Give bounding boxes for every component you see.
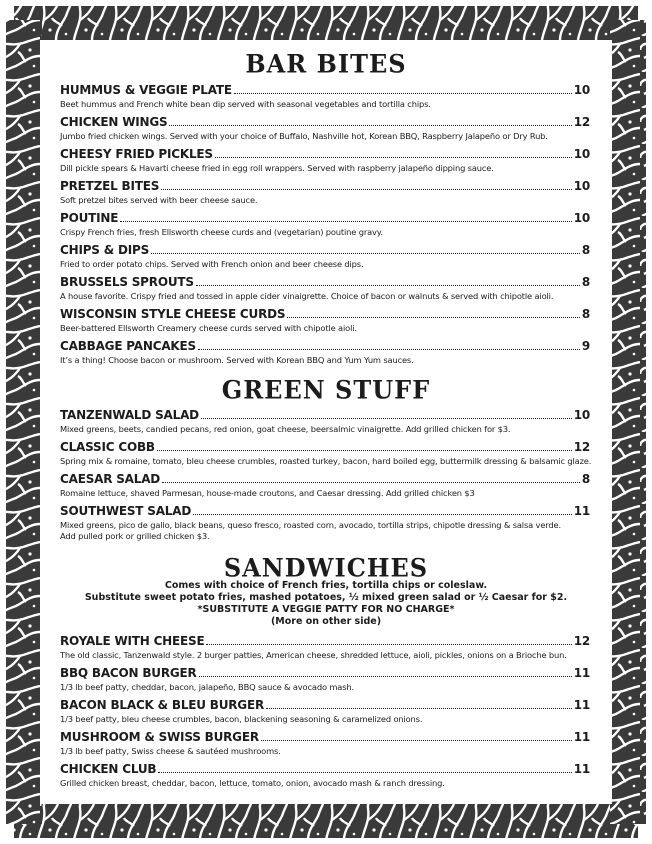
- menu-item: [60, 504, 590, 542]
- item-description: Beet hummus and French white bean dip served with seasonal vegetables and tortilla chips.: [60, 99, 431, 109]
- item-description: Jumbo fried chicken wings. Served with your choice of Buffalo, Nashville hot, Korean BBQ, Raspberry Jalapeño or Dry Rub.: [60, 131, 548, 141]
- section-title: BAR BITES: [245, 48, 407, 79]
- leader-dots: [287, 316, 580, 318]
- leader-dots: [161, 188, 572, 190]
- sandwich-note: (More on other side): [270, 616, 382, 627]
- menu-item: [60, 730, 590, 757]
- leader-dots: [206, 643, 571, 645]
- item-price: 11: [573, 762, 590, 776]
- item-description: Beer-battered Ellsworth Creamery cheese curds served with chipotle aioli.: [60, 323, 357, 333]
- leader-dots: [151, 252, 580, 254]
- item-name: HUMMUS & VEGGIE PLATE: [60, 83, 232, 97]
- item-name: BRUSSELS SPROUTS: [60, 275, 194, 289]
- item-name: TANZENWALD SALAD: [60, 408, 199, 422]
- item-description: Fried to order potato chips. Served with French onion and beer cheese dips.: [60, 259, 364, 269]
- item-description: It’s a thing! Choose bacon or mushroom. Served with Korean BBQ and Yum Yum sauces.: [60, 355, 414, 365]
- item-name: SOUTHWEST SALAD: [60, 504, 192, 518]
- item-price: 8: [581, 243, 590, 257]
- item-price: 10: [573, 408, 590, 422]
- item-name: POUTINE: [60, 211, 119, 225]
- item-name: MUSHROOM & SWISS BURGER: [60, 730, 259, 744]
- leader-dots: [158, 771, 571, 773]
- item-description: The old classic, Tanzenwald style. 2 burger patties, American cheese, shredded lettuce, aioli, pickles, onions on a Brioche bun.: [60, 650, 567, 660]
- item-description: A house favorite. Crispy fried and tossed in apple cider vinaigrette. Choice of bacon or walnuts & served with chipotle aioli.: [60, 291, 554, 301]
- leader-dots: [196, 284, 580, 286]
- item-name: BACON BLACK & BLEU BURGER: [60, 698, 264, 712]
- leader-dots: [234, 92, 572, 94]
- item-price: 11: [573, 698, 590, 712]
- bar-bites-section: [40, 50, 612, 78]
- item-name: WISCONSIN STYLE CHEESE CURDS: [60, 307, 286, 321]
- menu-item: [60, 243, 590, 270]
- leader-dots: [261, 739, 572, 741]
- item-description: Soft pretzel bites served with beer cheese sauce.: [60, 195, 258, 205]
- item-price: 10: [573, 147, 590, 161]
- item-description: Mixed greens, pico de gallo, black beans, queso fresco, roasted corn, avocado, tortilla strips, chipotle dressing & salsa verde.: [60, 520, 561, 530]
- section-title: GREEN STUFF: [221, 374, 431, 405]
- item-price: 9: [581, 339, 590, 353]
- menu-item: [60, 179, 590, 206]
- leader-dots: [193, 513, 572, 515]
- menu-item: [60, 339, 590, 366]
- section-title: SANDWICHES: [223, 552, 429, 583]
- item-description: Romaine lettuce, shaved Parmesan, house-made croutons, and Caesar dressing. Add grilled chicken $3: [60, 488, 475, 498]
- sandwich-note: Substitute sweet potato fries, mashed potatoes, ½ mixed green salad or ½ Caesar for $2.: [84, 592, 568, 603]
- item-name: CHICKEN CLUB: [60, 762, 157, 776]
- menu-item: [60, 307, 590, 334]
- menu-item: [60, 634, 590, 661]
- sandwiches-section: [40, 554, 612, 582]
- leader-dots: [120, 220, 571, 222]
- item-name: CHICKEN WINGS: [60, 115, 168, 129]
- leader-dots: [162, 481, 580, 483]
- item-name: CHEESY FRIED PICKLES: [60, 147, 213, 161]
- menu-item: [60, 147, 590, 174]
- item-description: Crispy French fries, fresh Ellsworth cheese curds and (vegetarian) poutine gravy.: [60, 227, 383, 237]
- item-price: 8: [581, 307, 590, 321]
- leader-dots: [169, 124, 571, 126]
- menu-item: [60, 762, 590, 789]
- item-name: CHIPS & DIPS: [60, 243, 150, 257]
- leader-dots: [199, 675, 572, 677]
- menu-item: [60, 666, 590, 693]
- item-name: PRETZEL BITES: [60, 179, 160, 193]
- item-description: 1/3 lb beef patty, cheddar, bacon, jalapeño, BBQ sauce & avocado mash.: [60, 682, 354, 692]
- item-price: 11: [573, 730, 590, 744]
- sandwich-note: Comes with choice of French fries, tortilla chips or coleslaw.: [164, 580, 488, 591]
- item-description: 1/3 lb beef patty, Swiss cheese & sautéed mushrooms.: [60, 746, 281, 756]
- item-price: 10: [573, 211, 590, 225]
- green-stuff-section: [40, 376, 612, 404]
- item-description: 1/3 beef patty, bleu cheese crumbles, bacon, blackening seasoning & caramelized onions.: [60, 714, 423, 724]
- item-price: 8: [581, 275, 590, 289]
- item-description: Grilled chicken breast, cheddar, bacon, lettuce, tomato, onion, avocado mash & ranch dressing.: [60, 778, 445, 788]
- item-price: 12: [573, 440, 590, 454]
- item-price: 10: [573, 83, 590, 97]
- item-name: CABBAGE PANCAKES: [60, 339, 196, 353]
- item-description: Dill pickle spears & Havarti cheese fried in egg roll wrappers. Served with raspberry jalapeño dipping sauce.: [60, 163, 494, 173]
- item-name: CLASSIC COBB: [60, 440, 155, 454]
- menu-item: [60, 275, 590, 302]
- item-name: BBQ BACON BURGER: [60, 666, 197, 680]
- menu-item: [60, 115, 590, 142]
- item-price: 12: [573, 115, 590, 129]
- menu-page: [40, 40, 612, 804]
- leader-dots: [198, 348, 580, 350]
- menu-item: [60, 440, 590, 467]
- sandwich-note: *SUBSTITUTE A VEGGIE PATTY FOR NO CHARGE*: [197, 604, 455, 615]
- item-description: Mixed greens, beets, candied pecans, red onion, goat cheese, beersalmic vinaigrette. Add grilled chicken for $3.: [60, 424, 511, 434]
- leader-dots: [201, 417, 572, 419]
- leader-dots: [215, 156, 572, 158]
- item-description: Spring mix & romaine, tomato, bleu cheese crumbles, roasted turkey, bacon, hard boiled egg, buttermilk dressing & balsamic glaze.: [60, 456, 592, 466]
- item-price: 10: [573, 179, 590, 193]
- item-price: 12: [573, 634, 590, 648]
- menu-item: [60, 211, 590, 238]
- item-name: CAESAR SALAD: [60, 472, 161, 486]
- item-description-extra: Add pulled pork or grilled chicken $3.: [60, 531, 210, 541]
- menu-item: [60, 472, 590, 499]
- item-price: 8: [581, 472, 590, 486]
- item-price: 11: [573, 666, 590, 680]
- menu-item: [60, 83, 590, 110]
- leader-dots: [266, 707, 572, 709]
- menu-item: [60, 408, 590, 435]
- leader-dots: [157, 449, 572, 451]
- item-name: ROYALE WITH CHEESE: [60, 634, 205, 648]
- menu-item: [60, 698, 590, 725]
- item-price: 11: [573, 504, 590, 518]
